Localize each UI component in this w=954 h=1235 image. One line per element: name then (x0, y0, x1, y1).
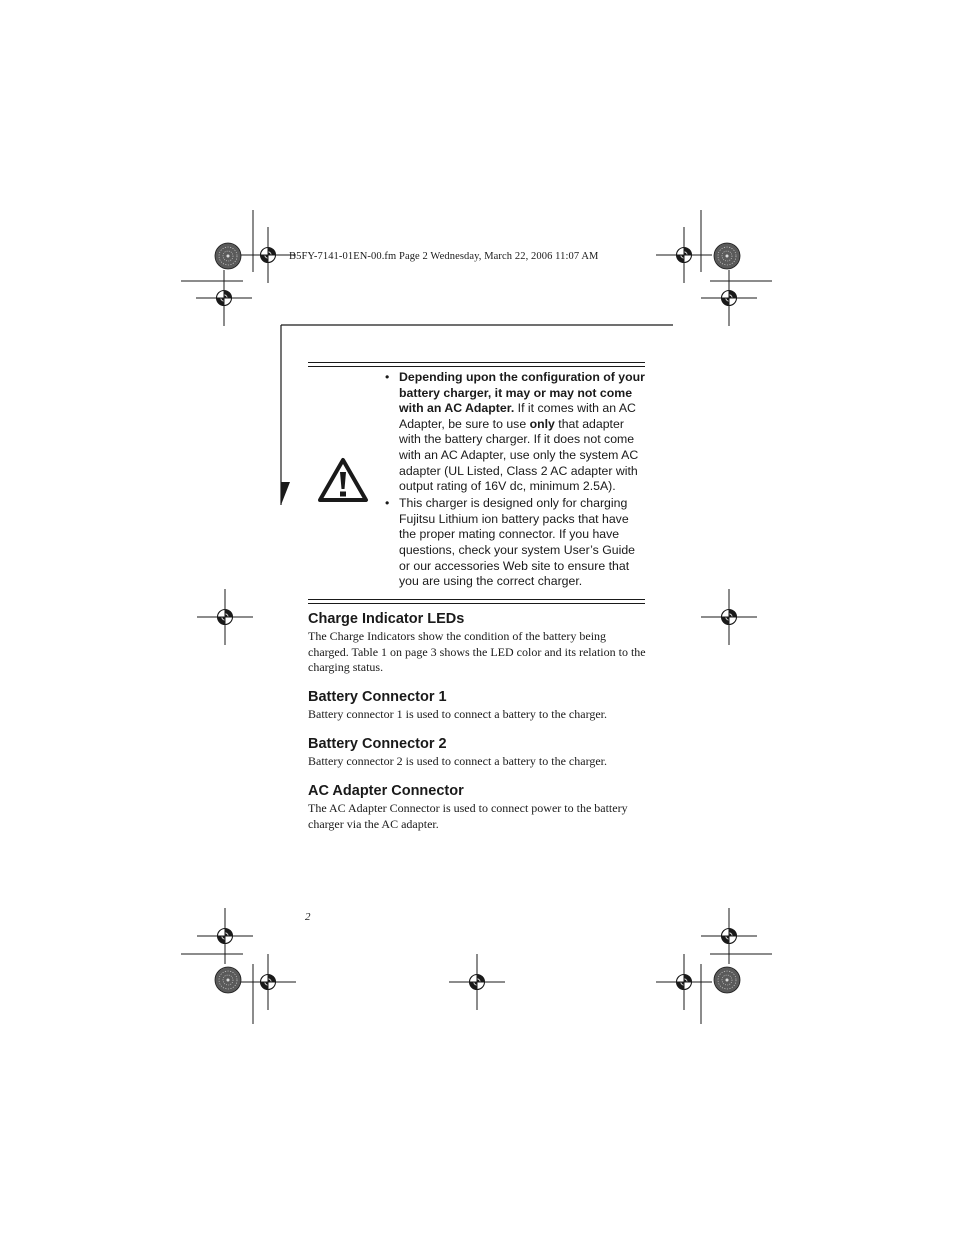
section-heading: Battery Connector 1 (308, 689, 447, 705)
section-battery-connector-2 (308, 735, 648, 770)
starburst-mark-icon (215, 243, 241, 269)
registration-mark-icon (656, 954, 712, 1010)
registration-mark-icon (240, 954, 296, 1010)
section-body: Battery connector 2 is used to connect a battery to the charger. (308, 754, 608, 768)
registration-mark-icon (701, 908, 757, 964)
registration-mark-icon (197, 589, 253, 645)
file-slug: B5FY-7141-01EN-00.fm Page 2 Wednesday, March 22, 2006 11:07 AM (289, 251, 599, 262)
registration-mark-icon (449, 954, 505, 1010)
registration-mark-icon (240, 227, 296, 283)
section-charge-indicator (308, 610, 648, 676)
section-battery-connector-1 (308, 688, 648, 723)
starburst-mark-icon (714, 243, 740, 269)
caution-box (308, 362, 645, 604)
section-ac-adapter-connector (308, 782, 648, 832)
section-heading: AC Adapter Connector (308, 783, 464, 799)
section-body: The AC Adapter Connector is used to connect power to the battery charger via the AC adapter. (308, 801, 628, 831)
page-number: 2 (305, 911, 311, 923)
registration-mark-icon (701, 270, 757, 326)
registration-mark-icon (701, 589, 757, 645)
page-tab-marker (281, 482, 290, 505)
caution-text: If it comes with an AC Adapter, be sure to use (399, 401, 636, 431)
registration-mark-icon (656, 227, 712, 283)
caution-item (385, 496, 645, 590)
caution-text: that adapter with the battery charger. If it does not come with an AC Adapter, use only the system AC adapter (UL Listed, Class 2 AC adapter with output rating of 16V dc, minimum 2.5A). (399, 416, 639, 494)
caution-list (385, 370, 645, 591)
section-heading: Battery Connector 2 (308, 736, 447, 752)
caution-text: This charger is designed only for charging Fujitsu Lithium ion battery packs that have the proper mating connector. If you have questions, check your system User’s Guide or our accessories Web site to ensure that you are using the correct charger. (399, 496, 636, 589)
starburst-mark-icon (714, 967, 740, 993)
registration-mark-icon (197, 908, 253, 964)
section-heading: Charge Indicator LEDs (308, 611, 465, 627)
caution-emphasis: only (529, 416, 555, 431)
caution-bold-lead: Depending upon the configuration of your battery charger, it may or may not come with an AC Adapter. (399, 370, 645, 416)
section-body: Battery connector 1 is used to connect a battery to the charger. (308, 707, 608, 721)
registration-mark-icon (196, 270, 252, 326)
caution-triangle-icon (317, 456, 369, 504)
bullet: • (385, 496, 390, 511)
starburst-mark-icon (215, 967, 241, 993)
bullet: • (385, 370, 390, 384)
caution-item (385, 370, 645, 495)
section-body: The Charge Indicators show the condition of the battery being charged. Table 1 on page 3 shows the LED color and its relation to the charging status. (308, 629, 646, 675)
